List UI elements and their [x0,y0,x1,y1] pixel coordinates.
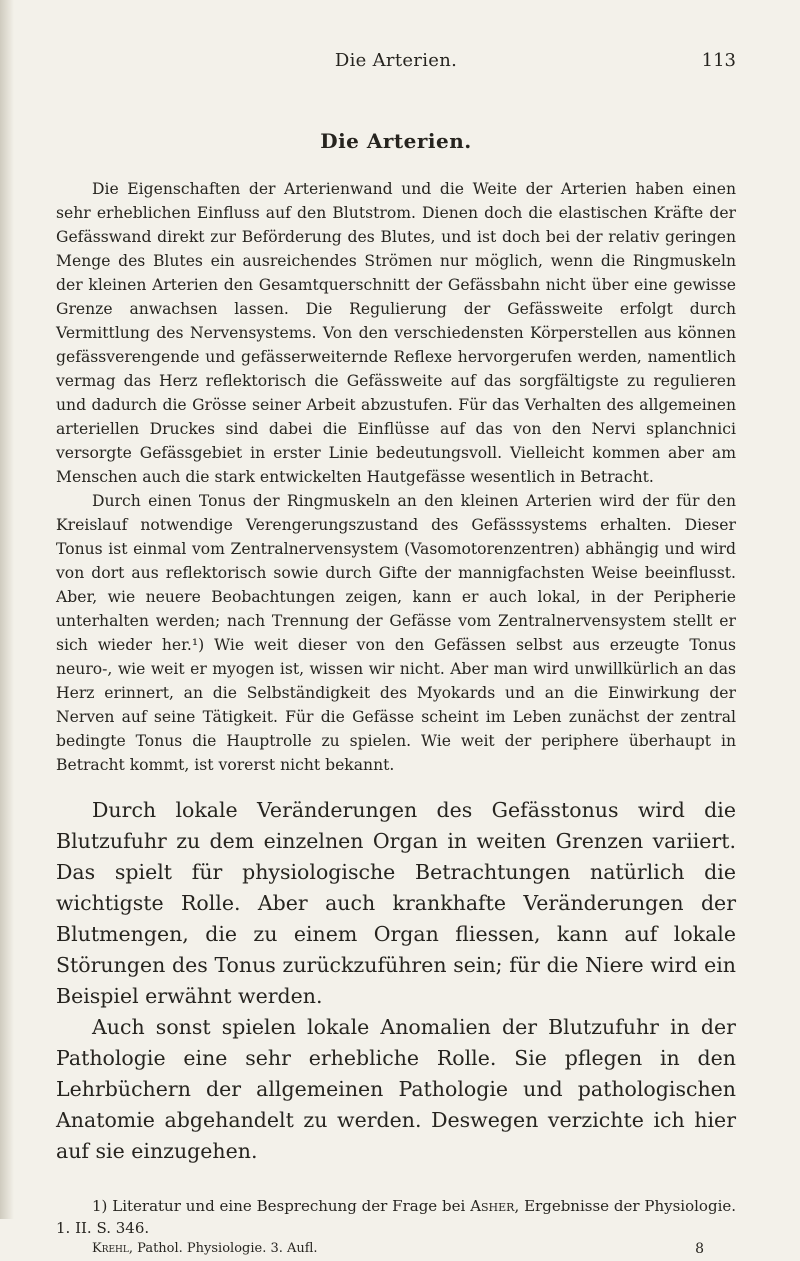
paragraph-large-2: Auch sonst spielen lokale Anomalien der Blutzufuhr in der Pathologie eine sehr erhebliche Rolle. Sie pflegen in den Lehrbüchern der allgemeinen Pathologie und pathologischen Anatomie abgehandelt zu werden. Deswegen verzichte ich hier auf sie einzugehen. [56,1015,736,1163]
small-print-section [56,177,736,777]
paragraph-small-1: Die Eigenschaften der Arterienwand und die Weite der Arterien haben einen sehr erheblichen Einfluss auf den Blutstrom. Dienen doch die elastischen Kräfte der Gefässwand direkt zur Beförderung des Blutes, und ist doch bei der relativ geringen Menge des Blutes ein ausreichendes Strömen nur möglich, wenn die Ringmuskeln der kleinen Arterien den Gesamtquerschnitt der Gefässbahn nicht über eine gewisse Grenze anwachsen lassen. Die Regulierung der Gefässweite erfolgt durch Vermittlung des Nervensystems. Von den verschiedensten Körperstellen aus können gefässverengende und gefässerweiternde Reflexe hervorgerufen werden, namentlich vermag das Herz reflektorisch die Gefässweite auf das sorgfältigste zu regulieren und dadurch die Grösse seiner Arbeit abzustufen. Für das Verhalten des allgemeinen arteriellen Druckes sind dabei die Einflüsse auf das von den Nervi splanchnici versorgte Gefässgebiet in erster Linie bedeutungsvoll. Vielleicht kommen aber am Menschen auch die stark entwickelten Hautgefässe wesentlich in Betracht. [56,180,736,486]
footnote-author: Asher [470,1197,515,1215]
section-title: Die Arterien. [320,129,472,153]
signature-mark: 8 [695,1241,704,1257]
footnote-text-before: 1) Literatur und eine Besprechung der Frage bei [92,1197,471,1215]
footnote-text-after: , Ergebnisse der Physiologie. 1. II. S. 346. [56,1197,737,1237]
paragraph-small-2: Durch einen Tonus der Ringmuskeln an den kleinen Arterien wird der für den Kreislauf notwendige Verengerungszustand des Gefässsystems erhalten. Dieser Tonus ist einmal vom Zentralnervensystem (Vasomotorenzentren) abhängig und wird von dort aus reflektorisch sowie durch Gifte der mannigfachsten Weise beeinflusst. Aber, wie neuere Beobachtungen zeigen, kann er auch lokal, in der Peripherie unterhalten werden; nach Trennung der Gefässe vom Zentralnervensystem stellt er sich wieder her.¹) Wie weit dieser von den Gefässen selbst aus erzeugte Tonus neuro-, wie weit er myogen ist, wissen wir nicht. Aber man wird unwillkürlich an das Herz erinnert, an die Selbständigkeit des Myokards und an die Einwirkung der Nerven auf seine Tätigkeit. Für die Gefässe scheint im Leben zunächst der zentral bedingte Tonus die Hauptrolle zu spielen. Wie weit der periphere überhaupt in Betracht kommt, ist vorerst nicht bekannt. [56,492,736,774]
running-header [56,40,736,81]
signature-line [56,1241,736,1261]
paragraph-large-1: Durch lokale Veränderungen des Gefässtonus wird die Blutzufuhr zu dem einzelnen Organ in weiten Grenzen variiert. Das spielt für physiologische Betrachtungen natürlich die wichtigste Rolle. Aber auch krankhafte Veränderungen der Blutmengen, die zu einem Organ fliessen, kann auf lokale Störungen des Tonus zurückzuführen sein; für die Niere wird ein Beispiel erwähnt werden. [56,798,736,1008]
large-print-section [56,795,736,1167]
signature-author: Krehl [92,1241,129,1256]
footnote [56,1195,736,1239]
page-binding-shadow [0,0,14,1219]
page-number: 113 [701,50,736,71]
book-page [56,40,736,1261]
signature-text: , Pathol. Physiologie. 3. Aufl. [128,1241,318,1256]
running-title: Die Arterien. [334,50,458,71]
